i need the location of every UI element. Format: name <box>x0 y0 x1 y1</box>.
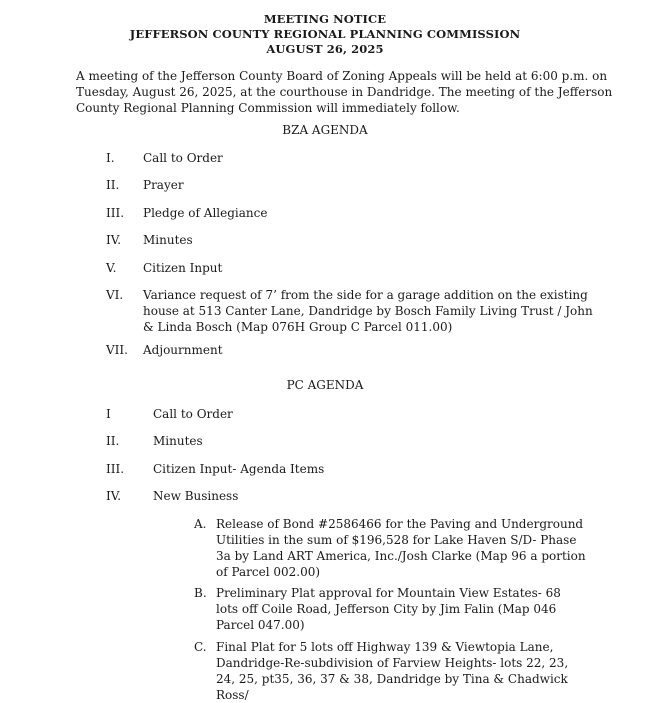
item-number: II. <box>106 178 120 192</box>
item-number: I <box>106 407 111 421</box>
notice-header <box>0 12 650 57</box>
item-text: Final Plat for 5 lots off Highway 139 & Viewtopia Lane, Dandridge-Re-subdivision of Farview Heights- lots 22, 23, 24, 25, pt35, 36, 37 & 38, Dandridge by Tina & Chadwick Ross/ <box>216 640 569 702</box>
meeting-date: AUGUST 26, 2025 <box>266 42 384 56</box>
item-text: Prayer <box>143 178 184 192</box>
item-number: IV. <box>106 489 122 503</box>
item-letter: B. <box>194 586 207 600</box>
notice-title: MEETING NOTICE <box>263 12 387 26</box>
intro-paragraph: A meeting of the Jefferson County Board of Zoning Appeals will be held at 6:00 p.m. on Tuesday, August 26, 2025, at the courthouse in Dandridge. The meeting of the Jefferson County Regional Planning Commission will immediately follow. <box>76 69 613 115</box>
item-text: Preliminary Plat approval for Mountain View Estates- 68 lots off Coile Road, Jefferson City by Jim Falin (Map 046 Parcel 047.00) <box>216 586 561 632</box>
item-number: V. <box>106 261 117 275</box>
bza-agenda-title: BZA AGENDA <box>282 123 368 137</box>
item-text: Citizen Input <box>143 261 223 275</box>
item-number: VII. <box>106 343 128 357</box>
item-text: Adjournment <box>143 343 223 357</box>
item-text: Variance request of 7’ from the side for a garage addition on the existing house at 513 Canter Lane, Dandridge by Bosch Family Living Trust / John & Linda Bosch (Map 076H Group C Parcel 011.00) <box>143 288 593 334</box>
item-text: Citizen Input- Agenda Items <box>153 462 325 476</box>
item-number: VI. <box>106 288 124 302</box>
item-text: Release of Bond #2586466 for the Paving and Underground Utilities in the sum of $196,528 for Lake Haven S/D- Phase 3a by Land ART America, Inc./Josh Clarke (Map 96 a portion of Parcel 002.00) <box>216 517 586 579</box>
pc-agenda-title: PC AGENDA <box>286 378 364 392</box>
item-number: I. <box>106 151 115 165</box>
item-text: Call to Order <box>153 407 233 421</box>
item-number: II. <box>106 434 120 448</box>
item-text: Minutes <box>143 233 193 247</box>
item-text: Call to Order <box>143 151 223 165</box>
item-text: Minutes <box>153 434 203 448</box>
item-text: New Business <box>153 489 239 503</box>
item-number: III. <box>106 206 125 220</box>
item-text: Pledge of Allegiance <box>143 206 268 220</box>
item-letter: A. <box>194 517 207 531</box>
commission-name: JEFFERSON COUNTY REGIONAL PLANNING COMMISSION <box>129 27 521 41</box>
item-letter: C. <box>194 640 207 654</box>
item-number: III. <box>106 462 125 476</box>
item-number: IV. <box>106 233 122 247</box>
